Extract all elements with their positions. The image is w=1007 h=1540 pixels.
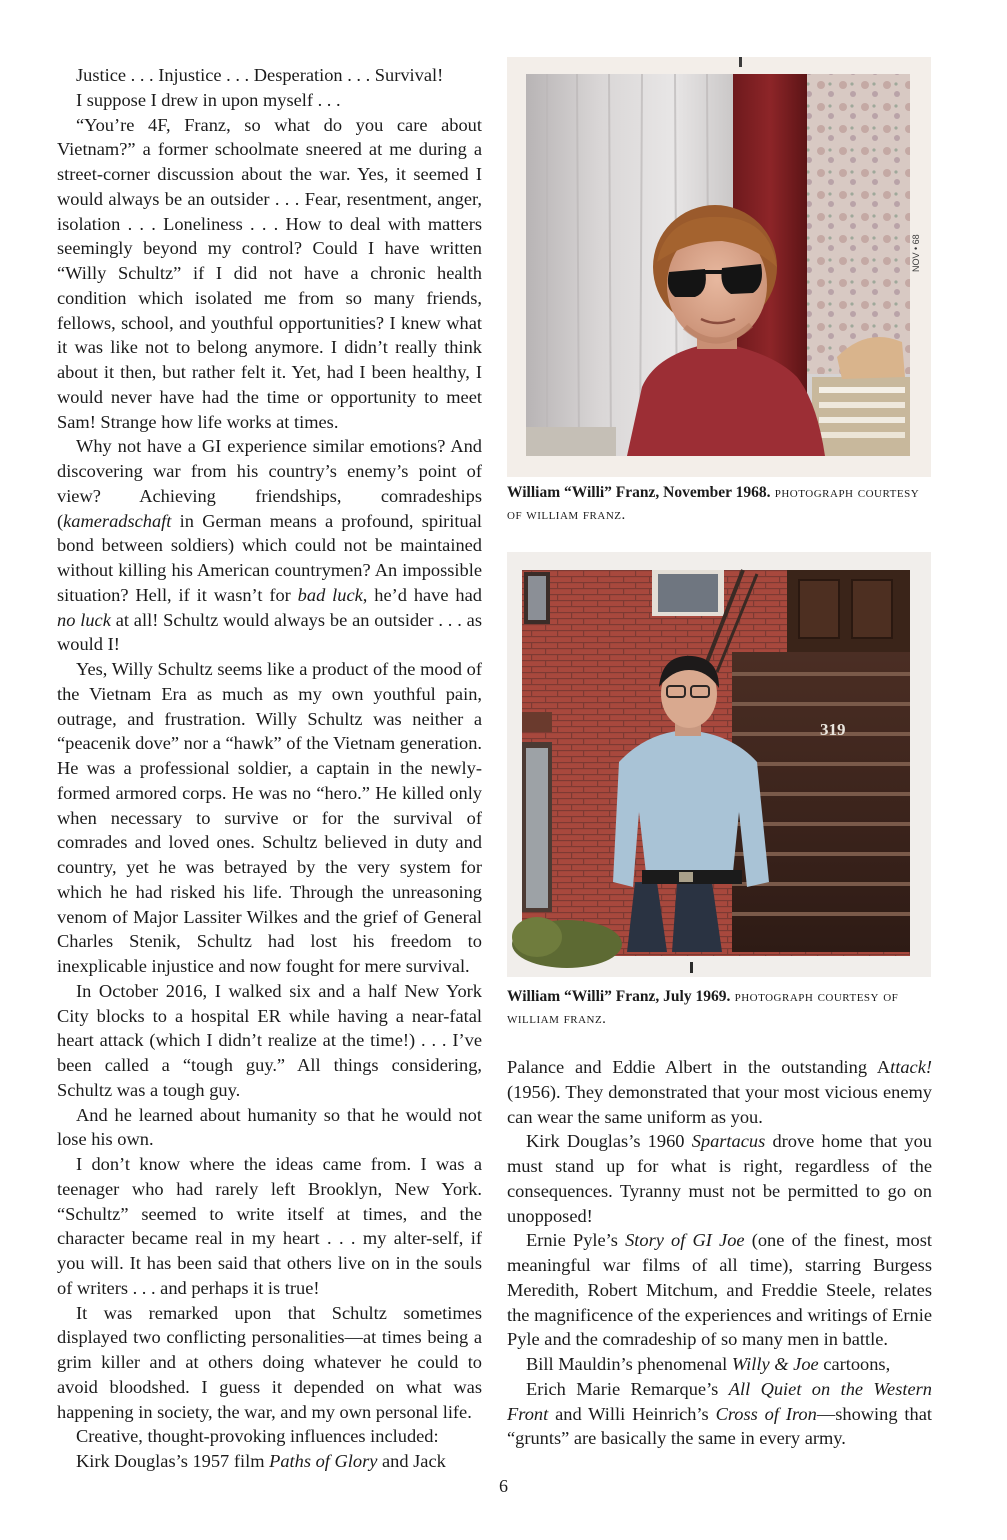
text-run: Erich Marie Remarque’s [526, 1378, 729, 1399]
cartoon-title: Willy & Joe [731, 1354, 819, 1374]
text-run: , he’d have had [362, 584, 482, 605]
text-run: (1956). They demonstrated that your most vicious enemy can wear the same uniform as you. [507, 1081, 932, 1127]
text-run: (one of the finest, most meaningful war films of all time), starring Burgess Meredith, Robert Mitchum, and Freddie Steele, relates the magnificence of the experiences and writings of Ernie Pyle and the comradeship of so many men in battle. [507, 1230, 933, 1350]
text-run: Why not have a GI experience similar emotions? And discovering war from his country’s enemy’s point of view? Achieving friendships, comradeships ( [57, 436, 482, 531]
text-run: and Willi Heinrich’s [548, 1403, 716, 1424]
paragraph [507, 1055, 932, 1129]
paragraph: And he learned about humanity so that he would not lose his own. [57, 1104, 482, 1150]
text-run: —showing that “grunts” are basically the same in every army. [507, 1403, 932, 1449]
photo-1969-portrait-sunglasses [507, 57, 931, 477]
date-stamp: NOV • 68 [911, 234, 921, 272]
paragraph: I suppose I drew in upon myself . . . [76, 89, 341, 110]
book-title: All Quiet on the Western Front [507, 1378, 933, 1424]
film-title: Paths of Glory [269, 1451, 378, 1471]
text-run: Ernie Pyle’s [526, 1230, 626, 1251]
text-run: Palance and Eddie Albert in the outstanding A [507, 1057, 891, 1077]
caption-title: William “Willi” Franz, November 1968. [507, 484, 771, 501]
paragraph: Yes, Willy Schultz seems like a product of the mood of the Vietnam Era as much as my own youthful pain, outrage, and frustration. Willy Schultz was neither a “peacenik dove” nor a “hawk” of the Vietnam generation. He was a professional soldier, a captain in the newly-formed armored corps. He was no “hero.” He killed only when necessary to survive or for the survival of comrades and loved ones. Schultz believed in duty and country, yet he was betrayed by the very system for which he had risked his life. Through the unreasoning venom of Major Lassiter Wilkes and the grief of General Charles Stenik, Schultz had lost his freedom to inexplicable injustice and now fought for mere survival. [57, 659, 482, 976]
film-title: ttack! [890, 1057, 932, 1077]
paragraph: I don’t know where the ideas came from. I was a teenager who had rarely left Brooklyn, New York. “Schultz” seemed to write itself at times, and the character became real in my heart . . . my alter-self, if you will. It has been said that others live on in the souls of writers . . . and perhaps it is true! [57, 1154, 482, 1298]
text-run: Kirk Douglas’s 1960 [526, 1131, 692, 1152]
caption-title: William “Willi” Franz, July 1969. [507, 988, 731, 1005]
paragraph [507, 1352, 932, 1377]
photo-1-image [507, 57, 931, 477]
photo-2-caption [507, 986, 932, 1030]
paragraph: “You’re 4F, Franz, so what do you care about Vietnam?” a former schoolmate sneered at me during a street-corner discussion about the war. Yes, it seemed I would always be an outsider . . . Fear, resentment, anger, isolation . . . Loneliness . . . How to deal with matters seemingly beyond my control? Could I have written “Willy Schultz” if I did not have a chronic health condition which isolated me from so many friends, fellows, school, and youthful opportunities? I knew what it was like not to belong anymore. I didn’t really think about it then, but rather felt it. Yet, had I been healthy, I would never have had the time or opportunity to meet Sam! Strange how life works at times. [57, 114, 482, 432]
paragraph: It was remarked upon that Schultz sometimes displayed two conflicting personalities—at times being a grim killer and at others doing whatever he could to avoid bloodshed. I guess it depended on what was happening in society, the war, and my own personal life. [57, 1302, 482, 1422]
paragraph [507, 1129, 932, 1228]
text-run: at all! Schultz would always be an outsider . . . as would I! [57, 609, 482, 655]
film-title: Story of GI Joe [625, 1230, 745, 1251]
film-title: Spartacus [691, 1131, 766, 1152]
text-run: Kirk Douglas’s 1957 film [76, 1451, 270, 1471]
paragraph [507, 1377, 932, 1451]
left-text-column [57, 63, 482, 1474]
text-run: and Jack [377, 1451, 446, 1471]
photo-1969-portrait-stoop [507, 552, 931, 977]
book-title: Cross of Iron [715, 1403, 817, 1424]
photo-1-caption [507, 482, 932, 526]
text-run: drove home that you must stand up for what is right, regardless of the consequences. Tyranny must not be permitted to go on unopposed! [507, 1131, 932, 1226]
photo-credit: photograph courtesy of william franz. [507, 989, 899, 1027]
paragraph: Justice . . . Injustice . . . Desperation . . . Survival! [76, 65, 444, 85]
italic-term: no luck [57, 609, 111, 630]
paragraph [57, 434, 482, 657]
paragraph [507, 1228, 932, 1352]
paragraph: Creative, thought-provoking influences included: [76, 1426, 439, 1447]
italic-term: bad luck [297, 584, 363, 605]
text-run: cartoons, [818, 1354, 891, 1374]
italic-term: kameradschaft [63, 510, 172, 531]
text-run: Bill Mauldin’s phenomenal [526, 1354, 732, 1374]
paragraph: In October 2016, I walked six and a half New York City blocks to a hospital ER while having a near-fatal heart attack (which I didn’t realize at the time!) . . . I’ve been called a “tough guy.” All things considering, Schultz was a tough guy. [57, 980, 482, 1100]
photo-credit: photograph courtesy of william franz. [507, 485, 920, 523]
page-number: 6 [499, 1476, 508, 1496]
right-text-column [507, 1055, 932, 1451]
house-number: 319 [820, 720, 846, 739]
paragraph [57, 1449, 482, 1474]
photo-2-image [507, 552, 931, 977]
text-run: in German means a profound, spiritual bond between soldiers) which could not be maintained without killing his American countrymen? An impossible situation? Hell, if it wasn’t for [57, 510, 482, 605]
